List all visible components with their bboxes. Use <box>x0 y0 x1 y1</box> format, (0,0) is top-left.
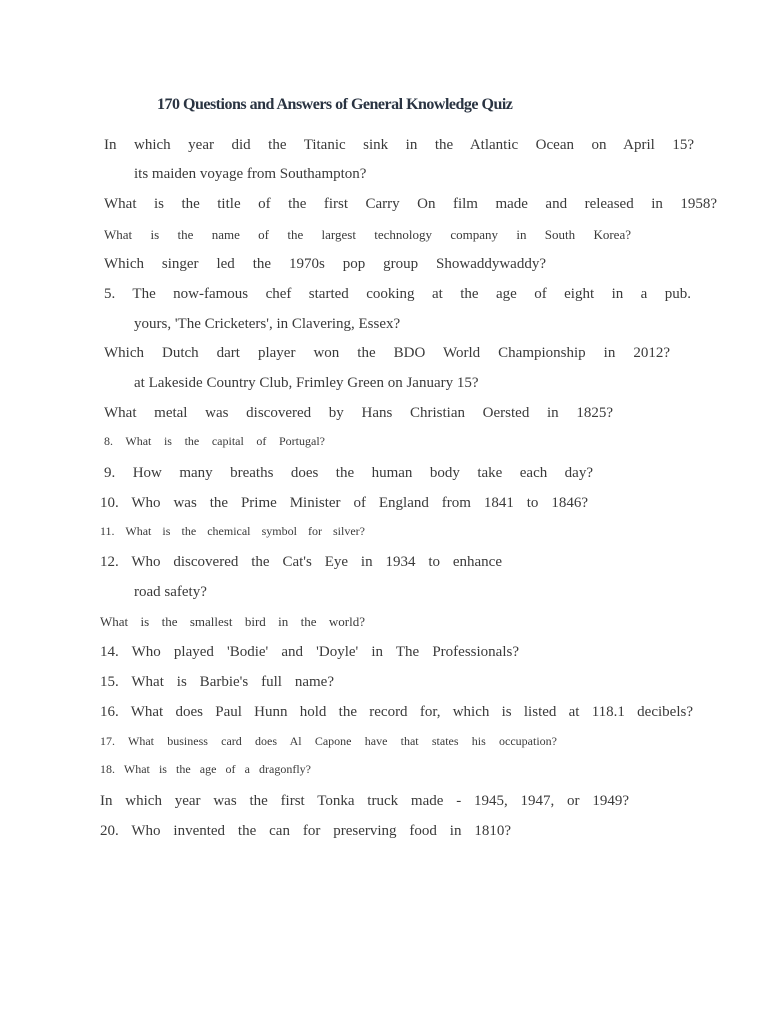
question-line: 20. Who invented the can for preserving food in 1810? <box>100 823 511 839</box>
question-line: 15. What is Barbie's full name? <box>100 674 334 690</box>
question-line: 8. What is the capital of Portugal? <box>104 434 325 448</box>
question-line: at Lakeside Country Club, Frimley Green on January 15? <box>134 375 479 391</box>
question-line: 9. How many breaths does the human body take each day? <box>104 465 593 481</box>
question-line: Which Dutch dart player won the BDO World Championship in 2012? <box>104 345 670 361</box>
question-line: In which year did the Titanic sink in the Atlantic Ocean on April 15? <box>104 137 694 153</box>
page-title: 170 Questions and Answers of General Knowledge Quiz <box>157 96 513 113</box>
question-line: What metal was discovered by Hans Christian Oersted in 1825? <box>104 405 613 421</box>
question-line: road safety? <box>134 584 207 600</box>
question-line: What is the name of the largest technology company in South Korea? <box>104 227 631 242</box>
question-line: 11. What is the chemical symbol for silver? <box>100 524 365 538</box>
question-line: Which singer led the 1970s pop group Showaddywaddy? <box>104 256 546 272</box>
question-line: its maiden voyage from Southampton? <box>134 166 367 182</box>
question-line: yours, 'The Cricketers', in Clavering, Essex? <box>134 316 401 332</box>
question-line: 12. Who discovered the Cat's Eye in 1934 to enhance <box>100 554 502 570</box>
question-line: What is the smallest bird in the world? <box>100 614 365 629</box>
question-line: In which year was the first Tonka truck made - 1945, 1947, or 1949? <box>100 793 629 809</box>
question-line: 18. What is the age of a dragonfly? <box>100 762 311 776</box>
question-line: What is the title of the first Carry On film made and released in 1958? <box>104 196 717 212</box>
question-line: 14. Who played 'Bodie' and 'Doyle' in The Professionals? <box>100 644 519 660</box>
question-line: 5. The now-famous chef started cooking at the age of eight in a pub. <box>104 286 691 302</box>
question-line: 16. What does Paul Hunn hold the record for, which is listed at 118.1 decibels? <box>100 704 693 720</box>
question-line: 17. What business card does Al Capone have that states his occupation? <box>100 734 557 748</box>
question-line: 10. Who was the Prime Minister of England from 1841 to 1846? <box>100 495 588 511</box>
